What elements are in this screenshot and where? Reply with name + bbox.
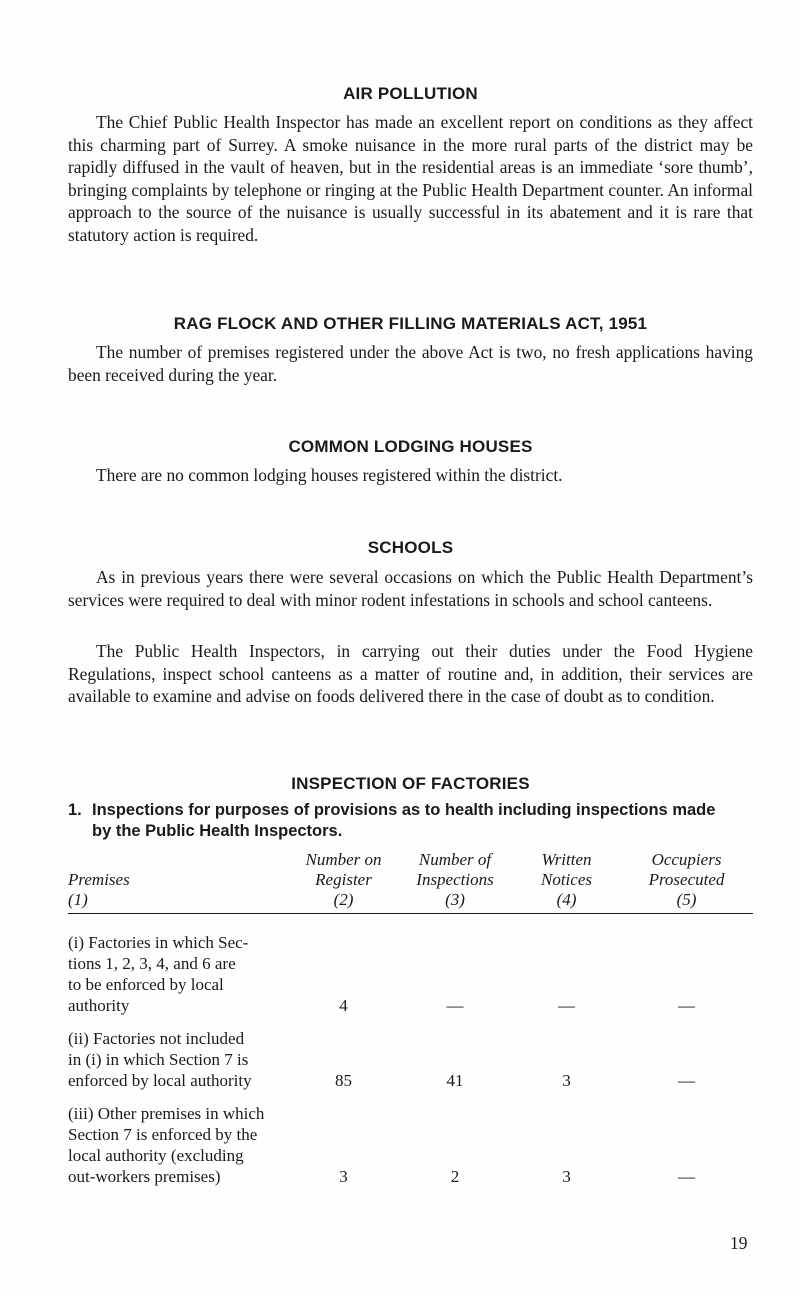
row-3-label-line-3: local authority (excluding (68, 1146, 244, 1165)
lodging-houses-text: There are no common lodging houses registered within the district. (96, 465, 563, 485)
air-pollution-heading: AIR POLLUTION (343, 84, 478, 103)
row-2-register: 85 (335, 1071, 352, 1090)
header-prosecuted-line-1: Occupiers (651, 850, 722, 869)
header-col-3-number: (3) (445, 890, 465, 909)
table-header-row-2 (68, 870, 753, 890)
header-prosecuted-line-2: Prosecuted (648, 870, 725, 889)
row-3-label-line-4: out-workers premises) (68, 1167, 221, 1186)
header-col-1-number: (1) (68, 890, 88, 909)
row-2-notices: 3 (562, 1071, 571, 1090)
row-3-label-line-1: (iii) Other premises in which (68, 1104, 265, 1123)
header-register-line-1: Number on (305, 850, 382, 869)
header-rule (68, 914, 753, 933)
factories-item-heading (68, 800, 753, 842)
row-3-prosecuted: — (678, 1167, 695, 1186)
row-1-inspections: — (446, 996, 464, 1015)
schools-text-2: The Public Health Inspectors, in carrying out their duties under the Food Hygiene Regulations, inspect school canteens as a matter of routine and, in addition, their services are available to examine and advise on foods delivered there in the case of doubt as to condition. (68, 641, 753, 706)
header-notices-line-2: Notices (541, 870, 592, 889)
lodging-houses-heading: COMMON LODGING HOUSES (288, 437, 533, 456)
row-3-label-line-2: Section 7 is enforced by the (68, 1125, 258, 1144)
table-row (68, 1028, 753, 1091)
header-col-2-number: (2) (333, 890, 354, 909)
row-1-prosecuted: — (678, 996, 695, 1015)
row-3-register: 3 (339, 1167, 348, 1186)
page-number: 19 (730, 1233, 748, 1253)
table-row (68, 1103, 753, 1187)
row-3-inspections: 2 (450, 1167, 460, 1186)
rag-flock-text: The number of premises registered under the above Act is two, no fresh applications having been received during the year. (68, 342, 753, 385)
row-1-register: 4 (339, 996, 348, 1015)
row-1-label-line-3: to be enforced by local (68, 975, 224, 994)
row-1-notices: — (558, 996, 575, 1015)
header-inspections-line-2: Inspections (416, 870, 494, 889)
header-inspections-line-1: Number of (418, 850, 492, 869)
row-2-label-line-1: (ii) Factories not included (68, 1029, 245, 1048)
factories-table (68, 850, 753, 1187)
header-col-4-number: (4) (556, 890, 577, 909)
item-heading-line-1: Inspections for purposes of provisions as to health including inspections made (92, 801, 716, 819)
table-row (68, 932, 753, 1016)
row-3-notices: 3 (562, 1167, 571, 1186)
row-2-label-line-2: in (i) in which Section 7 is (68, 1050, 249, 1069)
item-number: 1. (68, 801, 82, 819)
row-1-label-line-2: tions 1, 2, 3, 4, and 6 are (68, 954, 236, 973)
row-1-label-line-4: authority (68, 996, 130, 1015)
row-2-inspections: 41 (446, 1071, 464, 1090)
header-register-line-2: Register (315, 870, 372, 889)
header-notices-line-1: Written (541, 850, 592, 869)
factories-heading: INSPECTION OF FACTORIES (291, 774, 530, 793)
table-header-row-1 (68, 850, 753, 870)
row-2-prosecuted: — (678, 1071, 695, 1090)
header-premises: Premises (68, 870, 130, 889)
air-pollution-text: The Chief Public Health Inspector has made an excellent report on conditions as they affect this charming part of Surrey. A smoke nuisance in the more rural parts of the district may be rapidly diffused in the vault of heaven, but in the residential areas is an immediate ‘sore thumb’, bringing complaints by telephone or ringing at the Public Health Department counter. An informal approach to the source of the nuisance is usually successful in its abatement and it is rare that statutory action is required. (68, 112, 753, 245)
item-heading-line-2: by the Public Health Inspectors. (92, 822, 343, 840)
schools-text-1: As in previous years there were several occasions on which the Public Health Department’s services were required to deal with minor rodent infestations in schools and school canteens. (68, 567, 753, 610)
row-2-label-line-3: enforced by local authority (68, 1071, 252, 1090)
rag-flock-heading: RAG FLOCK AND OTHER FILLING MATERIALS ACT, 1951 (173, 314, 648, 333)
schools-heading: SCHOOLS (367, 538, 454, 557)
row-1-label-line-1: (i) Factories in which Sec- (68, 933, 249, 952)
header-col-5-number: (5) (676, 890, 697, 909)
table-header-row-3 (68, 890, 753, 914)
